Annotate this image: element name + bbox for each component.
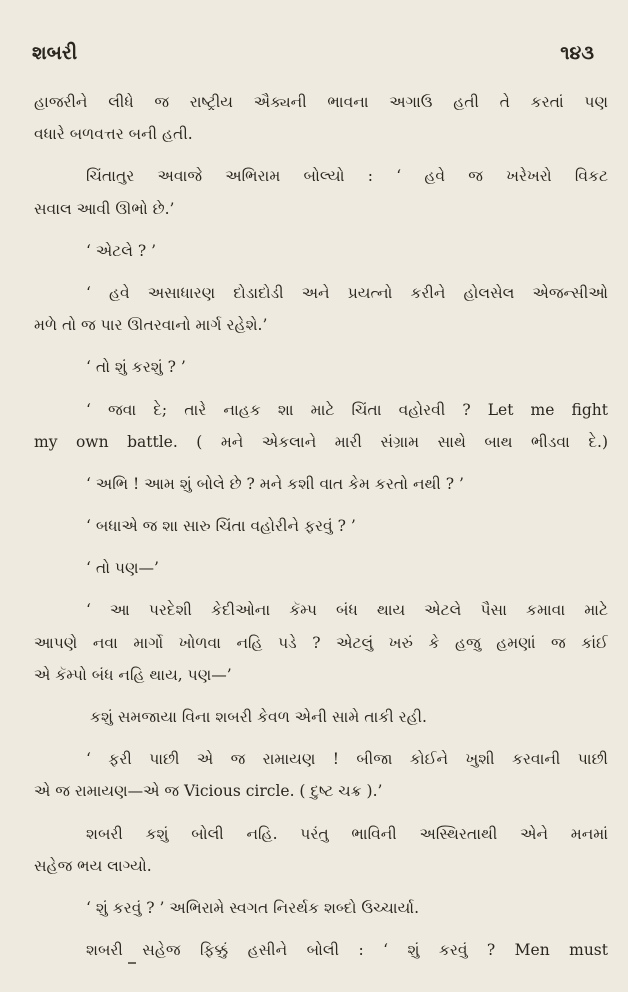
text-line: શબરી કશું બોલી નહિ. પરંતુ ભાવિની અસ્થિરતાથી એને મનમાં (86, 824, 608, 843)
page-number: ૧૪૩ (560, 42, 594, 64)
text-line: શબરી સહેજ ફિક્કું હસીને બોલી : ‘ શું કરવું ? Men must (86, 941, 608, 960)
text-line: એ કૅમ્પો બંધ નહિ થાય, પણ—’ (34, 665, 232, 684)
text-line: વધારે બળવત્તર બની હતી. (34, 125, 193, 144)
text-line: ‘ આ પરદેશી કેદીઓના કૅમ્પ બંધ થાય એટલે પૈસા કમાવા માટે (86, 601, 608, 620)
text-line: કશું સમજાયા વિના શબરી કેવળ એની સામે તાકી રહી. (90, 708, 427, 726)
body-text (34, 86, 608, 966)
text-line: ‘ બધાએ જ શા સારુ ચિંતા વહોરીને ફરવું ? ’ (86, 517, 356, 536)
running-head: શબરી (32, 42, 78, 64)
text-line: આપણે નવા માર્ગો ખોળવા નહિ પડે ? એટલું ખરું કે હજુ હમણાં જ કાંઈ (34, 633, 608, 652)
text-line: ‘ ફરી પાછી એ જ રામાયણ ! બીજા કોઈને ખુશી કરવાની પાછી (86, 750, 608, 769)
text-line: મળે તો જ પાર ઊતરવાનો માર્ગ રહેશે.’ (34, 316, 268, 335)
text-line: ‘ હવે અસાધારણ દોડાદોડી અને પ્રયત્નો કરીને હોલસેલ એજન્સીઓ (86, 283, 608, 302)
text-line: ચિંતાતુર અવાજે અભિરામ બોલ્યો : ‘ હવે જ ખરેખરો વિકટ (86, 167, 608, 186)
footer-dash (128, 962, 136, 964)
text-line: ‘ તો પણ—’ (86, 559, 159, 578)
text-line: ‘ અભિ ! આમ શું બોલે છે ? મને કશી વાત કેમ કરતો નથી ? ’ (86, 474, 464, 493)
text-line: ‘ એટલે ? ’ (86, 241, 157, 260)
text-line: એ જ રામાયણ—એ જ Vicious circle. ( દુષ્ટ ચક્ર ).’ (34, 782, 383, 801)
page-header (32, 42, 594, 76)
text-line: ‘ તો શું કરશું ? ’ (86, 358, 186, 377)
text-line: ‘ જવા દે; તારે નાહક શા માટે ચિંતા વહોરવી ? Let me fight (86, 400, 608, 419)
text-line: સહેજ ભય લાગ્યો. (34, 856, 152, 875)
text-line: my own battle. ( મને એકલાને મારી સંગ્રામ સાથે બાથ ભીડવા દે.) (34, 432, 608, 451)
text-line: હાજરીને લીધે જ રાષ્ટ્રીય ઐક્યની ભાવના અગાઉ હતી તે કરતાં પણ (34, 93, 608, 111)
text-line: ‘ શું કરવું ? ’ અભિરામે સ્વગત નિરર્થક શબ્દો ઉચ્ચાર્યા. (86, 898, 420, 917)
text-line: સવાલ આવી ઊભો છે.’ (34, 199, 175, 218)
